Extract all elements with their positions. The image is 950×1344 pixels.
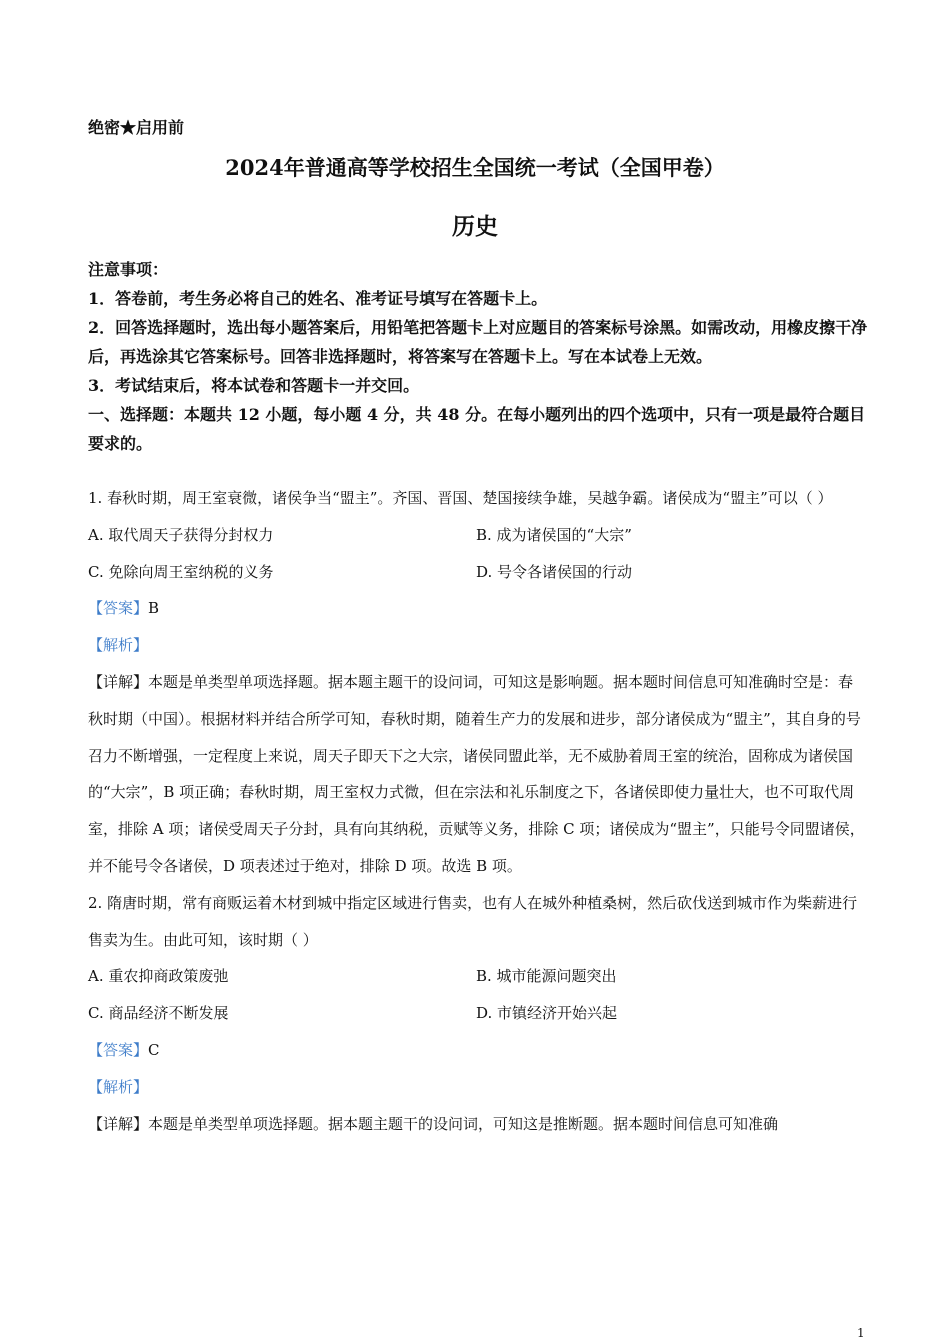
analysis-line — [88, 627, 868, 664]
notices-heading: 注意事项： — [88, 260, 169, 279]
option-c: C. 免除向周王室纳税的义务 — [88, 562, 274, 581]
answer-value: C — [148, 1040, 160, 1059]
detail-tag: 【详解】 — [88, 672, 149, 691]
analysis-tag: 【解析】 — [88, 1077, 149, 1096]
questions-block — [88, 480, 868, 1142]
question-stem: 1. 春秋时期，周王室衰微，诸侯争当“盟主”。齐国、晋国、楚国接续争雄，吴越争霸。诸侯成为“盟主”可以（ ） — [88, 489, 833, 507]
detail-paragraph — [88, 1106, 868, 1143]
answer-tag: 【答案】 — [88, 599, 149, 618]
detail-paragraph — [88, 664, 868, 885]
section-heading: 一、选择题：本题共 12 小题，每小题 4 分，共 48 分。在每小题列出的四个选项中，只有一项是最符合题目要求的。 — [88, 405, 866, 453]
answer-value: B — [148, 599, 160, 618]
subject-title: 历史 — [452, 213, 498, 240]
detail-text: 本题是单类型单项选择题。据本题主题干的设问词，可知这是推断题。据本题时间信息可知准确 — [148, 1114, 779, 1133]
notice-item: 2．回答选择题时，选出每小题答案后，用铅笔把答题卡上对应题目的答案标号涂黑。如需改动，用橡皮擦干净后，再选涂其它答案标号。回答非选择题时，将答案写在答题卡上。写在本试卷上无效。 — [88, 318, 868, 366]
option-d: D. 号令各诸侯国的行动 — [476, 562, 633, 581]
detail-tag: 【详解】 — [88, 1114, 149, 1133]
analysis-line — [88, 1069, 868, 1106]
options-grid — [88, 958, 868, 1032]
answer-line — [88, 590, 868, 627]
option-a: A. 重农抑商政策废弛 — [88, 967, 229, 986]
option-b: B. 城市能源问题突出 — [476, 967, 617, 986]
option-c: C. 商品经济不断发展 — [88, 1004, 229, 1023]
analysis-tag: 【解析】 — [88, 636, 149, 655]
notice-item: 3．考试结束后，将本试卷和答题卡一并交回。 — [88, 376, 420, 395]
notice-item: 1．答卷前，考生务必将自己的姓名、准考证号填写在答题卡上。 — [88, 289, 548, 308]
question-stem: 2. 隋唐时期，常有商贩运着木材到城中指定区域进行售卖，也有人在城外种植桑树，然后砍伐送到城市作为柴薪进行售卖为生。由此可知，该时期（ ） — [88, 893, 858, 949]
confidential-label: 绝密★启用前 — [88, 118, 185, 137]
options-grid — [88, 517, 868, 591]
answer-line — [88, 1032, 868, 1069]
notices-block — [88, 255, 868, 458]
option-d: D. 市镇经济开始兴起 — [476, 1004, 618, 1023]
option-a: A. 取代周天子获得分封权力 — [88, 525, 274, 544]
exam-title: 2024年普通高等学校招生全国统一考试（全国甲卷） — [225, 155, 725, 180]
answer-tag: 【答案】 — [88, 1040, 149, 1059]
detail-text: 本题是单类型单项选择题。据本题主题干的设问词，可知这是影响题。据本题时间信息可知准确时空是：春秋时期（中国）。根据材料并结合所学可知，春秋时期，随着生产力的发展和进步，部分诸侯成为“盟主”，其自身的号召力不断增强，一定程度上来说，周天子即天下之大宗，诸侯同盟此举，无不威胁着周王室的统治，固称成为诸侯国的“大宗”，B 项正确；春秋时期，周王室权力式微，但在宗法和礼乐制度之下，各诸侯即使力量壮大，也不可取代周室，排除 A 项；诸侯受周天子分封，具有向其纳税，贡赋等义务，排除 C 项；诸侯成为“盟主”，只能号令同盟诸侯，并不能号令各诸侯，D 项表述过于绝对，排除 D 项。故选 B 项。 — [88, 672, 865, 875]
option-b: B. 成为诸侯国的“大宗” — [476, 525, 632, 544]
page-number: 1 — [857, 1326, 865, 1340]
